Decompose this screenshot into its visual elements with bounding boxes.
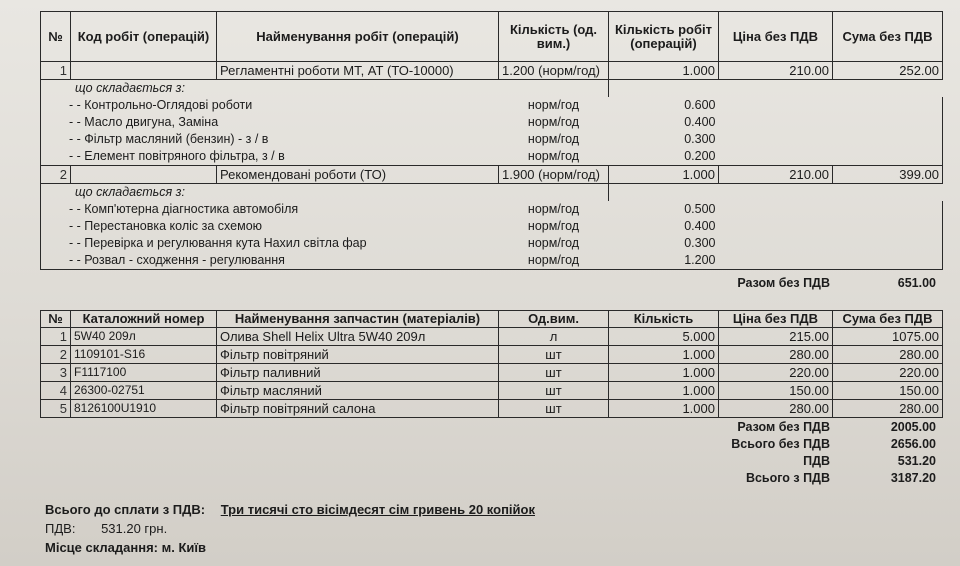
part-sum: 1075.00 xyxy=(833,328,943,346)
part-qty: 5.000 xyxy=(609,328,719,346)
total-value: 3187.20 xyxy=(890,471,936,485)
total-value: 2005.00 xyxy=(890,420,936,434)
part-sum: 280.00 xyxy=(833,400,943,418)
parts-table xyxy=(40,310,943,418)
work-qty: 1.000 xyxy=(609,166,719,184)
total-value: 2656.00 xyxy=(890,437,936,451)
col-header: Сума без ПДВ xyxy=(833,12,943,62)
component-name: - - Розвал - сходження - регулювання xyxy=(41,252,499,270)
component-unit: норм/год xyxy=(499,252,609,270)
work-price: 210.00 xyxy=(719,62,833,80)
component-name: - - Фільтр масляний (бензин) - з / в xyxy=(41,131,499,148)
component-qty: 0.400 xyxy=(684,219,716,233)
part-price: 280.00 xyxy=(719,400,833,418)
component-name: - - Перестановка коліс за схемою xyxy=(41,218,499,235)
component-qty: 1.200 xyxy=(609,252,719,270)
blank-cell xyxy=(609,80,943,98)
part-price: 150.00 xyxy=(719,382,833,400)
part-row xyxy=(41,328,943,346)
part-unit: шт xyxy=(499,364,609,382)
part-name: Фільтр повітряний xyxy=(217,346,499,364)
part-qty: 1.000 xyxy=(609,346,719,364)
component-unit: норм/год xyxy=(527,132,580,146)
composed-of-row xyxy=(41,80,943,98)
component-qty: 0.300 xyxy=(684,236,716,250)
part-catalog-number: F1117100 xyxy=(71,364,217,382)
part-unit: шт xyxy=(499,400,609,418)
works-table xyxy=(40,11,943,270)
works-total-label: Разом без ПДВ xyxy=(737,276,830,290)
part-unit: шт xyxy=(499,382,609,400)
component-name: - - Контрольно-Оглядові роботи xyxy=(41,97,499,114)
col-header: Ціна без ПДВ xyxy=(719,311,833,328)
component-row xyxy=(41,97,943,114)
work-qty-unit: 1.200 (норм/год) xyxy=(499,62,609,80)
component-row xyxy=(41,148,943,166)
blank-cell xyxy=(609,184,943,202)
blank-cell xyxy=(719,97,833,114)
part-row xyxy=(41,346,943,364)
blank-cell xyxy=(719,252,833,270)
component-unit: норм/год xyxy=(527,202,580,216)
blank-cell xyxy=(833,97,943,114)
part-sum: 220.00 xyxy=(833,364,943,382)
component-row xyxy=(41,201,943,218)
composed-of-label: що складається з: xyxy=(41,184,609,202)
component-unit: норм/год xyxy=(527,236,580,250)
work-qty: 1.000 xyxy=(609,62,719,80)
component-unit: норм/год xyxy=(499,148,609,166)
component-row xyxy=(41,114,943,131)
part-unit: л xyxy=(499,328,609,346)
component-row xyxy=(41,131,943,148)
place-value: м. Київ xyxy=(161,540,207,555)
part-number: 3 xyxy=(41,364,71,382)
work-row xyxy=(41,166,943,184)
component-row xyxy=(41,252,943,270)
component-name: - - Комп'ютерна діагностика автомобіля xyxy=(41,201,499,218)
part-qty: 1.000 xyxy=(609,364,719,382)
work-name: Регламентні роботи МТ, АТ (ТО-10000) xyxy=(217,62,499,80)
part-catalog-number: 26300-02751 xyxy=(71,382,217,400)
vat-label: ПДВ: xyxy=(45,521,76,536)
part-name: Фільтр повітряний салона xyxy=(217,400,499,418)
work-sum: 399.00 xyxy=(833,166,943,184)
part-row xyxy=(41,382,943,400)
total-label: Всього без ПДВ xyxy=(731,437,830,451)
work-sum: 252.00 xyxy=(833,62,943,80)
pay-words: Три тисячі сто вісімдесят сім гривень 20 копійок xyxy=(220,502,535,517)
work-number: 2 xyxy=(41,166,71,184)
blank-cell xyxy=(719,148,833,166)
work-price: 210.00 xyxy=(719,166,833,184)
work-code xyxy=(71,62,217,80)
work-number: 1 xyxy=(41,62,71,80)
blank-cell xyxy=(719,114,833,131)
part-unit: шт xyxy=(499,346,609,364)
component-name: - - Елемент повітряного фільтра, з / в xyxy=(41,148,499,166)
component-name: - - Перевірка и регулювання кута Нахил світла фар xyxy=(41,235,499,252)
part-name: Фільтр паливний xyxy=(217,364,499,382)
blank-cell xyxy=(719,201,833,218)
col-header: Кількість xyxy=(609,311,719,328)
col-header: № xyxy=(41,12,71,62)
part-name: Фільтр масляний xyxy=(217,382,499,400)
blank-cell xyxy=(833,114,943,131)
part-row xyxy=(41,364,943,382)
blank-cell xyxy=(833,148,943,166)
part-price: 280.00 xyxy=(719,346,833,364)
part-sum: 280.00 xyxy=(833,346,943,364)
part-catalog-number: 5W40 209л xyxy=(71,328,217,346)
total-value: 531.20 xyxy=(897,454,936,468)
part-catalog-number: 1109101-S16 xyxy=(71,346,217,364)
works-total-value: 651.00 xyxy=(897,276,936,290)
col-header: Найменування робіт (операцій) xyxy=(217,12,499,62)
part-price: 220.00 xyxy=(719,364,833,382)
component-qty: 0.400 xyxy=(684,115,716,129)
blank-cell xyxy=(719,218,833,235)
component-qty: 0.600 xyxy=(684,98,716,112)
component-qty: 0.300 xyxy=(684,132,716,146)
component-unit: норм/год xyxy=(527,98,580,112)
part-number: 1 xyxy=(41,328,71,346)
blank-cell xyxy=(833,201,943,218)
col-header: № xyxy=(41,311,71,328)
col-header: Сума без ПДВ xyxy=(833,311,943,328)
pay-label: Всього до сплати з ПДВ: xyxy=(45,502,206,517)
total-label: Разом без ПДВ xyxy=(737,420,830,434)
part-row xyxy=(41,400,943,418)
component-row xyxy=(41,235,943,252)
footer xyxy=(45,502,535,559)
component-qty: 0.500 xyxy=(684,202,716,216)
blank-cell xyxy=(833,235,943,252)
part-number: 4 xyxy=(41,382,71,400)
work-qty-unit: 1.900 (норм/год) xyxy=(499,166,609,184)
blank-cell xyxy=(833,218,943,235)
work-row xyxy=(41,62,943,80)
parts-header-row xyxy=(41,311,943,328)
part-qty: 1.000 xyxy=(609,382,719,400)
part-number: 5 xyxy=(41,400,71,418)
col-header: Найменування запчастин (матеріалів) xyxy=(217,311,499,328)
col-header: Код робіт (операцій) xyxy=(71,12,217,62)
component-qty: 0.200 xyxy=(609,148,719,166)
col-header: Кількість (од. вим.) xyxy=(499,12,609,62)
blank-cell xyxy=(719,235,833,252)
composed-of-row xyxy=(41,184,943,202)
part-sum: 150.00 xyxy=(833,382,943,400)
blank-cell xyxy=(833,131,943,148)
blank-cell xyxy=(833,252,943,270)
component-row xyxy=(41,218,943,235)
component-unit: норм/год xyxy=(527,219,580,233)
part-number: 2 xyxy=(41,346,71,364)
composed-of-label: що складається з: xyxy=(41,80,609,98)
works-header-row xyxy=(41,12,943,62)
col-header: Ціна без ПДВ xyxy=(719,12,833,62)
col-header: Од.вим. xyxy=(499,311,609,328)
work-code xyxy=(71,166,217,184)
work-name: Рекомендовані роботи (ТО) xyxy=(217,166,499,184)
part-name: Олива Shell Helix Ultra 5W40 209л xyxy=(217,328,499,346)
vat-value: 531.20 грн. xyxy=(101,521,168,536)
part-catalog-number: 8126100U1910 xyxy=(71,400,217,418)
blank-cell xyxy=(719,131,833,148)
place-label: Місце складання: xyxy=(45,540,158,555)
part-qty: 1.000 xyxy=(609,400,719,418)
component-name: - - Масло двигуна, Заміна xyxy=(41,114,499,131)
col-header: Каталожний номер xyxy=(71,311,217,328)
total-label: Всього з ПДВ xyxy=(745,471,830,485)
part-price: 215.00 xyxy=(719,328,833,346)
total-label: ПДВ xyxy=(803,454,830,468)
component-unit: норм/год xyxy=(527,115,580,129)
col-header: Кількість робіт (операцій) xyxy=(609,12,719,62)
